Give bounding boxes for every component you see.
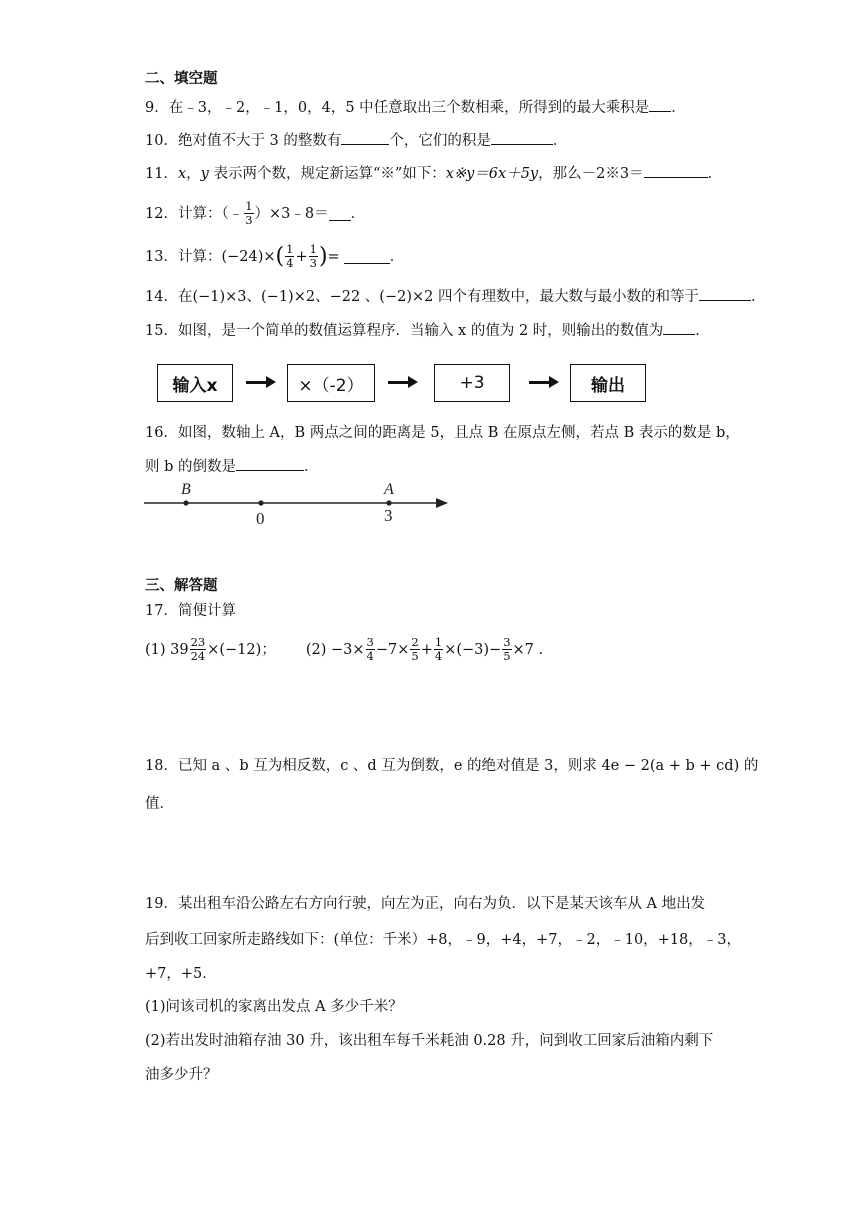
fraction	[434, 636, 443, 663]
answer-blank[interactable]	[341, 130, 389, 145]
answer-blank[interactable]	[699, 286, 751, 301]
question-10-end: ．	[552, 133, 568, 149]
question-19-part-2-line-1: (2)若出发时油箱存油 30 升，该出租车每千米耗油 0.28 升，问到收工回家后油箱内剩下	[145, 1033, 714, 1049]
question-12-part-a: 12．计算：（﹣	[145, 205, 244, 222]
label-zero: 0	[256, 509, 265, 528]
part-2-suffix: ×7 .	[512, 641, 544, 658]
question-16-end: ．	[304, 459, 319, 475]
point-a-dot	[386, 500, 391, 505]
question-19-line-1: 19．某出租车沿公路左右方向行驶，向左为正，向右为负．以下是某天该车从 A 地出发	[145, 896, 706, 912]
question-9-text: 9．在﹣3，﹣2，﹣1，0，4，5 中任意取出三个数相乘，所得到的最大乘积是	[145, 100, 650, 116]
question-14-end: ．	[750, 289, 766, 305]
fraction-numerator: 1	[434, 635, 443, 649]
equals-sign: =	[327, 248, 340, 265]
question-17-parts	[145, 636, 543, 663]
label-three: 3	[384, 506, 393, 525]
question-15-end: ．	[695, 323, 710, 339]
fraction-numerator: 3	[503, 635, 511, 649]
question-14-part-b: 四个有理数中，最大数与最小数的和等于	[433, 289, 699, 305]
question-19-line-3: +7，+5．	[145, 966, 217, 982]
question-15	[145, 320, 710, 341]
question-18-line-1: 18．已知 a 、b 互为相反数，c 、d 互为倒数，e 的绝对值是 3，则求 4e − 2(a + b + cd) 的	[145, 758, 759, 774]
question-10-part-b: 个，它们的积是	[389, 133, 491, 149]
fraction-numerator: 1	[286, 242, 294, 256]
part-2-term: ×(−3)−	[444, 641, 502, 658]
question-10-part-a: 10．绝对值不大于 3 的整数有	[145, 133, 342, 149]
fraction-numerator: 3	[366, 635, 374, 649]
fraction-numerator: 2	[411, 635, 419, 649]
fraction-denominator: 24	[190, 649, 206, 663]
question-16-text: 则 b 的倒数是	[145, 459, 236, 475]
right-paren: )	[318, 243, 328, 269]
fraction-denominator: 5	[411, 649, 419, 663]
question-17-title: 17．简便计算	[145, 603, 236, 619]
fraction-numerator: 23	[190, 635, 206, 649]
fraction-denominator: 4	[366, 649, 374, 663]
flow-box-add: +3	[434, 364, 510, 402]
question-13-end: ．	[389, 248, 405, 265]
answer-blank[interactable]	[649, 97, 671, 112]
fraction	[190, 636, 207, 663]
arrow-right-icon	[436, 498, 448, 508]
question-11-number: 11．	[145, 166, 178, 182]
fraction-numerator: 1	[309, 242, 317, 256]
answer-blank[interactable]	[491, 130, 553, 145]
arrow-right-icon	[388, 364, 418, 400]
question-11	[145, 163, 722, 184]
flow-box-output: 输出	[570, 364, 646, 402]
origin-dot	[258, 500, 263, 505]
question-12-end: ．	[350, 205, 366, 222]
fraction-denominator: 5	[503, 649, 511, 663]
part-2-term: −7×	[375, 641, 410, 658]
question-11-comma: ，	[186, 166, 201, 182]
fraction	[502, 636, 511, 663]
flow-box-input: 输入x	[157, 364, 233, 402]
question-11-expression: x※y＝6x＋5y	[445, 166, 539, 182]
question-11-part-b: 表示两个数，规定新运算“※”如下：	[208, 166, 446, 182]
question-15-text: 15．如图，是一个简单的数值运算程序．当输入 x 的值为 2 时，则输出的数值为	[145, 323, 664, 339]
part-2-prefix: (2) −3×	[305, 641, 365, 658]
arrow-right-icon	[529, 364, 559, 400]
question-14-part-a: 14．在	[145, 289, 193, 305]
question-12-part-b: ）×3﹣8＝	[254, 205, 329, 222]
question-16-line-1: 16．如图，数轴上 A，B 两点之间的距离是 5，且点 B 在原点左侧，若点 B 表示的数是 b，	[145, 425, 740, 441]
question-9-end: ．	[671, 100, 686, 116]
flow-box-multiply: ×（-2）	[287, 364, 375, 402]
question-13-pre: (−24)×	[221, 248, 276, 265]
question-14-expression: (−1)×3、(−1)×2、−22 、(−2)×2	[192, 289, 434, 305]
left-paren: (	[275, 243, 285, 269]
question-11-end: ．	[707, 166, 723, 182]
plus-sign: +	[295, 248, 308, 265]
question-10	[145, 130, 567, 151]
question-19-part-2-line-2: 油多少升？	[145, 1067, 218, 1083]
part-1-prefix: (1) 39	[145, 641, 189, 658]
question-13	[145, 243, 404, 270]
section-heading-fill-blank: 二、填空题	[145, 70, 218, 87]
question-13-part-a: 13．计算：	[145, 248, 222, 265]
question-12	[145, 200, 365, 227]
fraction-denominator: 4	[434, 649, 443, 663]
label-b: B	[181, 481, 191, 498]
question-14	[145, 286, 765, 307]
label-a: A	[384, 481, 394, 498]
question-19-part-1: (1)问该司机的家离出发点 A 多少千米？	[145, 999, 403, 1015]
fraction	[285, 243, 294, 270]
var-x: x	[177, 166, 187, 182]
flow-diagram	[0, 364, 860, 404]
fraction	[410, 636, 419, 663]
part-2-term: +	[420, 641, 433, 658]
question-11-part-c: ，那么－2※3＝	[538, 166, 644, 182]
answer-blank[interactable]	[663, 320, 695, 335]
section-heading-solve: 三、解答题	[145, 577, 218, 594]
var-y: y	[200, 166, 209, 182]
point-b-dot	[183, 500, 188, 505]
fraction	[309, 243, 318, 270]
number-line	[140, 478, 460, 530]
answer-blank[interactable]	[644, 163, 708, 178]
fraction	[244, 200, 253, 227]
part-1-suffix: ×(−12)；	[207, 641, 276, 658]
fraction	[366, 636, 375, 663]
question-19-line-2: 后到收工回家所走路线如下：(单位：千米）+8，﹣9，+4，+7，﹣2，﹣10，+18，﹣3，	[145, 932, 742, 948]
question-9	[145, 97, 686, 118]
answer-blank[interactable]	[344, 249, 390, 264]
arrow-right-icon	[246, 364, 276, 400]
fraction-denominator: 4	[286, 256, 294, 270]
question-18-line-2: 值．	[145, 796, 174, 812]
question-16-line-2	[145, 456, 319, 477]
answer-blank[interactable]	[329, 206, 351, 221]
fraction-denominator: 3	[245, 213, 253, 227]
fraction-numerator: 1	[245, 199, 253, 213]
fraction-denominator: 3	[309, 256, 317, 270]
answer-blank[interactable]	[236, 456, 304, 471]
